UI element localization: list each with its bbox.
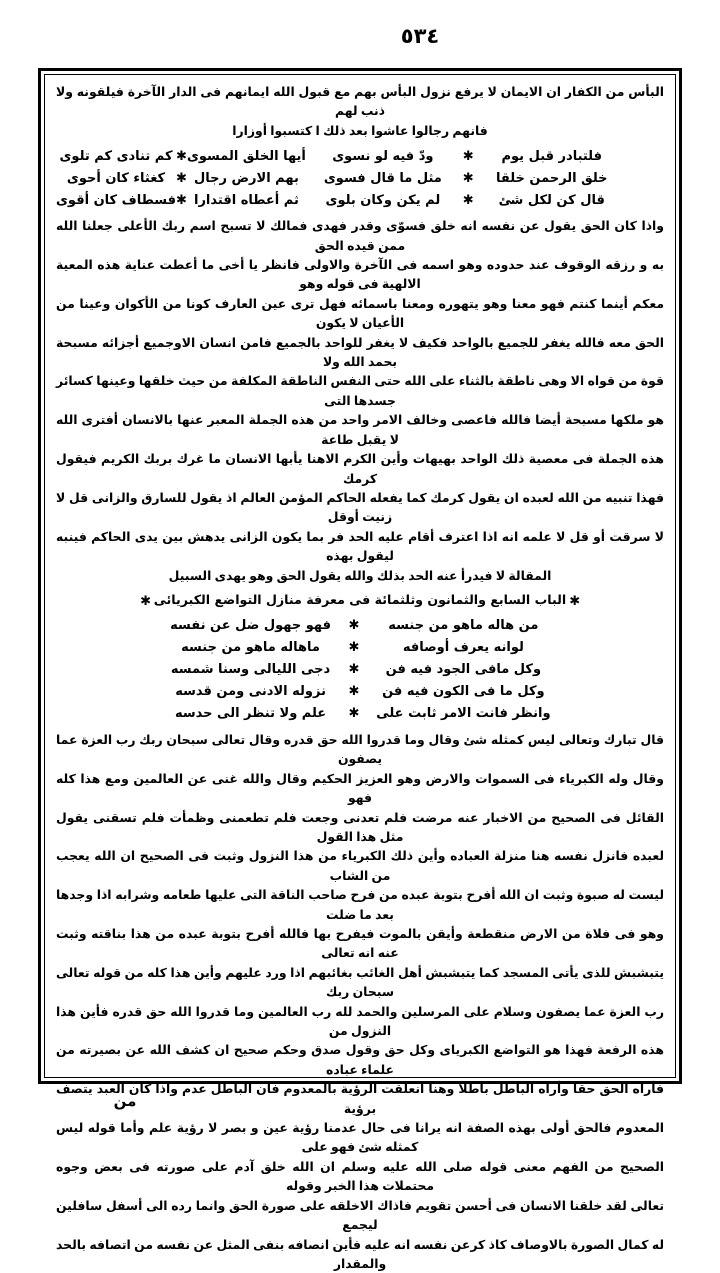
- prose-line: هذه الرفعة فهذا هو التواضع الكبرياى وكل حق وقول صدق وحكم صحيح ان كشف الله عن بصيرته من علماء عباده: [56, 1040, 664, 1079]
- bottom-prose-block: [56, 730, 664, 1273]
- prose-line: هو ملكها مسبحة أيضا فالله فاعصى وخالف الامر واحد من هذه الجملة المعبر عنها بالانسان أفترى الله لا يقبل طاعة: [56, 410, 664, 449]
- catchword: من: [0, 1094, 720, 1109]
- verse-hemistich: نزوله الادنى ومن قدسه: [159, 681, 341, 703]
- verse-spacer: [561, 615, 664, 637]
- verse-hemistich: بهم الارض رجال: [187, 168, 306, 190]
- verse-hemistich: كغثاء كان أحوى: [56, 168, 176, 190]
- prose-line: الحق معه فالله يغفر للجميع بالواحد فكيف لا يغفر للواحد بالجميع فامن انسان الاوجميع أجزائه مسبحة بحمد الله ولا: [56, 333, 664, 372]
- verse-spacer: [56, 659, 159, 681]
- verse-line: [56, 146, 664, 168]
- verse-hemistich: لم يكن وكان بلوى: [306, 190, 460, 212]
- verse-spacer: [56, 615, 159, 637]
- middle-prose-block: [56, 216, 664, 585]
- verse-ornament-icon: ✱: [342, 703, 366, 725]
- verse-hemistich: ماهاله ماهو من جنسه: [159, 637, 341, 659]
- verse-line: [56, 637, 664, 659]
- prose-line: لا سرقت أو قل لا علمه انه اذا اعترف أقام عليه الحد فر بما يكون الزانى يدهش بين يدى الحاكم فينبه ليقول بهذه: [56, 527, 664, 566]
- verse-hemistich: دجى الليالى وسنا شمسه: [159, 659, 341, 681]
- verse-spacer: [561, 659, 664, 681]
- prose-line: فانهم رجالوا عاشوا بعد ذلك ا كتسبوا أوزارا: [56, 121, 664, 140]
- prose-line: ليست له صبوة وثبت ان الله أفرح بتوبة عبده من فرح صاحب الناقة التى عليها طعامه وشرابه اذا وجدها بعد ما ضلت: [56, 885, 664, 924]
- prose-line: هذه الجملة فى معصية ذلك الواحد بهيهات وأين الكرم الاهنا يأبها الانسان ما غرك بربك الكريم فيقول كرمك: [56, 449, 664, 488]
- verse-hemistich: وكل ما فى الكون فيه فن: [366, 681, 561, 703]
- verse-hemistich: خلق الرحمن خلقا: [477, 168, 627, 190]
- verse-spacer: [56, 637, 159, 659]
- prose-line: قال تبارك وتعالى ليس كمثله شئ وقال وما قدروا الله حق قدره وقال تعالى سبحان ربك رب العزة عما يصفون: [56, 730, 664, 769]
- verse-block-one: [56, 146, 664, 212]
- prose-line: فأراه الحق حقا وأراه الباطل باطلا وهنا انعلقت الرؤية بالمعدوم فان الباطل عدم واذا كان العبد يتصف برؤية: [56, 1079, 664, 1118]
- verse-block-two: [56, 615, 664, 725]
- verse-hemistich: علم ولا تنظر الى حدسه: [159, 703, 341, 725]
- prose-line: الصحيح من الفهم معنى قوله صلى الله عليه وسلم ان الله خلق آدم على صورته فى بعض وجوه محتملات هذا الخبر وقوله: [56, 1157, 664, 1196]
- verse-hemistich: أيها الخلق المسوى: [187, 146, 306, 168]
- verse-hemistich: فسطاف كان أقوى: [56, 190, 176, 212]
- verse-line: [56, 615, 664, 637]
- prose-line: لعبده فانزل نفسه هنا منزلة العباده وأين ذلك الكبرياء من هذا النزول وثبت فى الصحيح ان الله يعجب من الشاب: [56, 846, 664, 885]
- prose-line: وقال وله الكبرياء فى السموات والارض وهو العزيز الحكيم وقال والله غنى عن العالمين ومع هذا كله فهو: [56, 769, 664, 808]
- verse-spacer: [56, 703, 159, 725]
- page-number: ٥٣٤: [0, 26, 720, 47]
- prose-line: وهو فى فلاة من الارض منقطعة وأيقن بالموت فيفرح بها فالله أفرح بتوبة عبده من هذا بناقته وثبت عنه انه تعالى: [56, 924, 664, 963]
- verse-hemistich: وكل مافى الجود فيه فن: [366, 659, 561, 681]
- verse-hemistich: من هاله ماهو من جنسه: [366, 615, 561, 637]
- prose-line: قوة من قواه الا وهى ناطقة بالثناء على الله حتى النفس الناطقة المكلفة من حيث خلقها وعينها كسائر جسدها التى: [56, 371, 664, 410]
- verse-ornament-icon: ✱: [176, 146, 187, 168]
- verse-hemistich: لوانه يعرف أوصافه: [366, 637, 561, 659]
- verse-spacer: [561, 703, 664, 725]
- verse-spacer: [561, 637, 664, 659]
- chapter-heading: [56, 590, 664, 612]
- verse-ornament-icon: ✱: [460, 190, 477, 212]
- prose-line: المعدوم فالحق أولى بهذه الصفة انه يرانا فى حال عدمنا رؤية عين و بصر لا رؤية علم وأما قوله ليس كمثله شئ فهو على: [56, 1118, 664, 1157]
- prose-line: فهذا تنبيه من الله لعبده ان يقول كرمك كما يفعله الحاكم المؤمن العالم اذ يقول للسارق والزانى قل لا زنيت أوقل: [56, 488, 664, 527]
- text-frame: [38, 68, 682, 1084]
- verse-hemistich: ثم أعطاه اقتدارا: [187, 190, 306, 212]
- verse-ornament-icon: ✱: [342, 637, 366, 659]
- prose-line: رب العزة عما يصفون وسلام على المرسلين والحمد لله رب العالمين وما قدروا الله حق قدره فأين هذا النزول من: [56, 1002, 664, 1041]
- prose-line: واذا كان الحق يقول عن نفسه انه خلق فسوّى وقدر فهدى فمالك لا تسبح اسم ربك الأعلى جعلنا الله ممن قيده الحق: [56, 216, 664, 255]
- verse-ornament-icon: ✱: [460, 168, 477, 190]
- verse-spacer: [627, 190, 664, 212]
- verse-hemistich: كم تنادى كم تلوى: [56, 146, 176, 168]
- verse-hemistich: مثل ما قال فسوى: [306, 168, 460, 190]
- prose-line: القائل فى الصحيح من الاخبار عنه مرضت فلم تعدنى وجعت فلم تطعمنى وظمأت فلم تسقنى يقول مثل هذا القول: [56, 808, 664, 847]
- verse-ornament-icon: ✱: [342, 659, 366, 681]
- text-frame-inner: [44, 74, 676, 1078]
- prose-line: له كمال الصورة بالاوصاف كاذ كرعن نفسه انه عليه فأين انصافه بنفى المثل عن نفسه من اتصافه بالحد والمقدار: [56, 1235, 664, 1273]
- verse-spacer: [561, 681, 664, 703]
- verse-hemistich: وانظر فانت الامر ثابت على: [366, 703, 561, 725]
- prose-line: تعالى لقد خلقنا الانسان فى أحسن تقويم فاذاك الاخلقه على صورة الحق وانما رده الى أسفل سافلين ليجمع: [56, 1196, 664, 1235]
- verse-spacer: [627, 168, 664, 190]
- flower-ornament-icon: ✱: [139, 592, 152, 612]
- verse-ornament-icon: ✱: [460, 146, 477, 168]
- verse-spacer: [627, 146, 664, 168]
- prose-line: به و رزقه الوقوف عند حدوده وهو اسمه فى الآخرة والاولى فانظر يا أخى ما أعطت عناية هذه المعية الالهية فى قوله وهو: [56, 255, 664, 294]
- verse-line: [56, 703, 664, 725]
- verse-ornament-icon: ✱: [342, 615, 366, 637]
- verse-hemistich: فهو جهول ضل عن نفسه: [159, 615, 341, 637]
- verse-line: [56, 681, 664, 703]
- verse-line: [56, 190, 664, 212]
- verse-ornament-icon: ✱: [342, 681, 366, 703]
- verse-hemistich: قال كن لكل شئ: [477, 190, 627, 212]
- verse-ornament-icon: ✱: [176, 168, 187, 190]
- top-prose-block: [56, 82, 664, 140]
- prose-line: يتبشبش للذى يأتى المسجد كما يتبشبش أهل الغائب بغائبهم اذا ورد عليهم وأين هذا كله من قوله تعالى سبحان ربك: [56, 963, 664, 1002]
- prose-line: المقالة لا فيدرأ عنه الحد بذلك والله يقول الحق وهو يهدى السبيل: [56, 566, 664, 585]
- verse-hemistich: ودّ فيه لو نسوى: [306, 146, 460, 168]
- chapter-heading-text: الباب السابع والثمانون وثلثمائة فى معرفة منازل التواضع الكبريائى: [152, 592, 568, 607]
- prose-line: معكم أينما كنتم فهو معنا وهو يتهوره ومعنا باسمائه فهل ترى عين العارف كونا من الأكوان وعينا من الأعيان لا يكون: [56, 294, 664, 333]
- flower-ornament-icon: ✱: [568, 592, 581, 612]
- verse-line: [56, 168, 664, 190]
- prose-line: البأس من الكفار ان الايمان لا يرفع نزول البأس بهم مع قبول الله ايمانهم فى الدار الآخرة فيلقونه ولا ذنب لهم: [56, 82, 664, 121]
- verse-line: [56, 659, 664, 681]
- verse-hemistich: فلتبادر قبل يوم: [477, 146, 627, 168]
- verse-ornament-icon: ✱: [176, 190, 187, 212]
- verse-spacer: [56, 681, 159, 703]
